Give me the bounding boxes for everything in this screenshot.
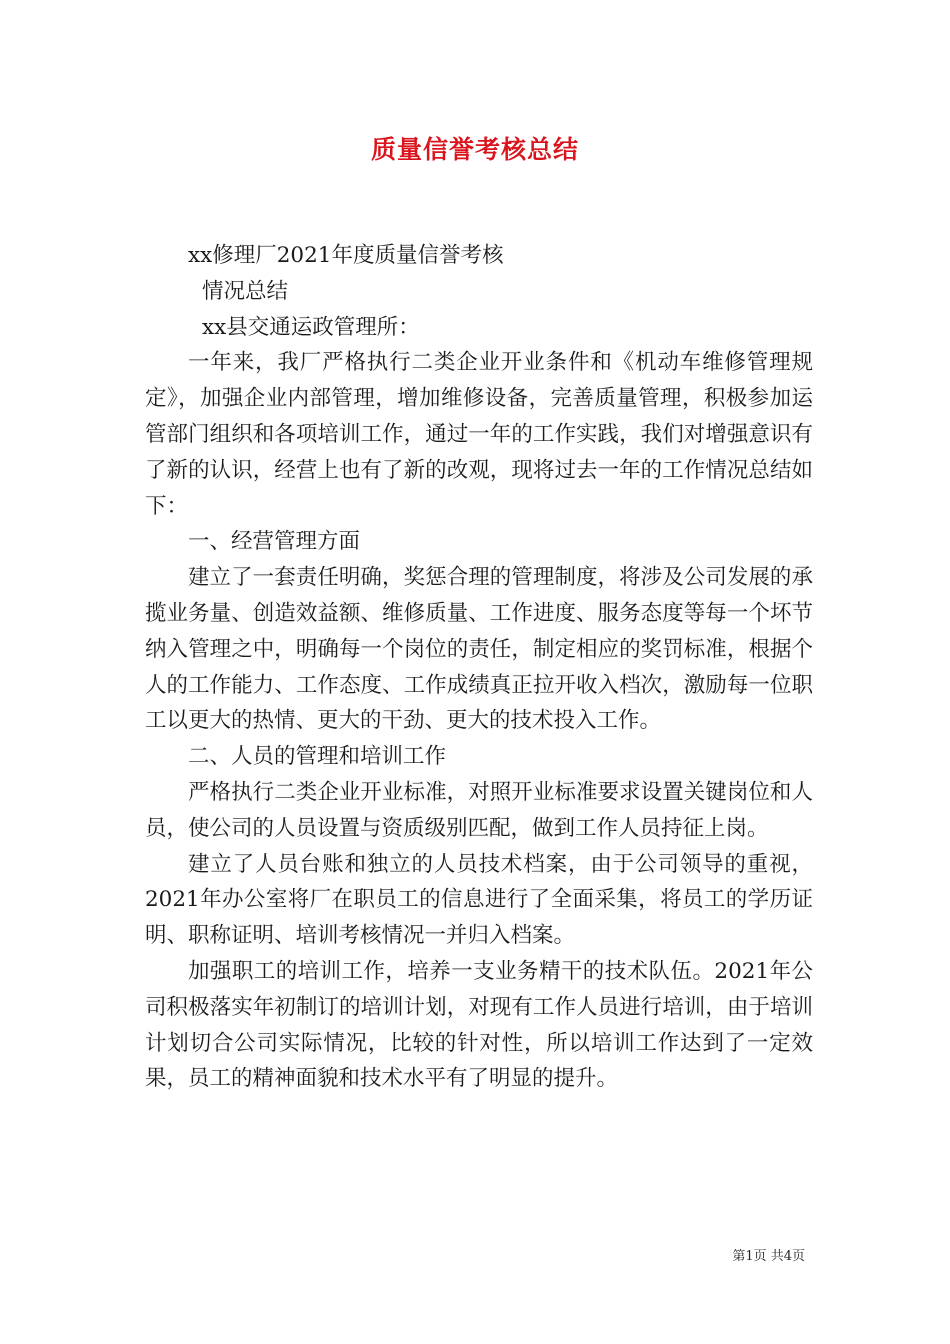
header-line: xx修理厂2021年度质量信誉考核	[188, 243, 504, 268]
paragraph: 一年来，我厂严格执行二类企业开业条件和《机动车维修管理规定》，加强企业内部管理，增加维修设备，完善质量管理，积极参加运管部门组织和各项培训工作，通过一年的工作实践，我们对增强意识有了新的认识，经营上也有了新的改观，现将过去一年的工作情况总结如下：	[145, 350, 813, 519]
paragraph: 建立了人员台账和独立的人员技术档案，由于公司领导的重视，2021年办公室将厂在职员工的信息进行了全面采集，将员工的学历证明、职称证明、培训考核情况一并归入档案。	[145, 851, 813, 949]
page-number: 第1页 共4页	[732, 1249, 805, 1264]
header-line: 情况总结	[202, 278, 289, 304]
section-heading: 一、经营管理方面	[188, 529, 361, 555]
salutation: xx县交通运政管理所：	[202, 314, 420, 340]
document-title: 质量信誉考核总结	[370, 135, 579, 164]
document-body	[145, 238, 813, 1097]
section-heading: 二、人员的管理和培训工作	[188, 744, 447, 770]
paragraph: 建立了一套责任明确，奖惩合理的管理制度，将涉及公司发展的承揽业务量、创造效益额、维修质量、工作进度、服务态度等每一个坏节纳入管理之中，明确每一个岗位的责任，制定相应的奖罚标准，根据个人的工作能力、工作态度、工作成绩真正拉开收入档次，激励每一位职工以更大的热情、更大的干劲、更大的技术投入工作。	[145, 565, 813, 734]
paragraph: 加强职工的培训工作，培养一支业务精干的技术队伍。2021年公司积极落实年初制订的培训计划，对现有工作人员进行培训，由于培训计划切合公司实际情况，比较的针对性，所以培训工作达到了一定效果，员工的精神面貌和技术水平有了明显的提升。	[145, 958, 813, 1092]
paragraph: 严格执行二类企业开业标准，对照开业标准要求设置关键岗位和人员，使公司的人员设置与资质级别匹配，做到工作人员持征上岗。	[145, 779, 813, 841]
